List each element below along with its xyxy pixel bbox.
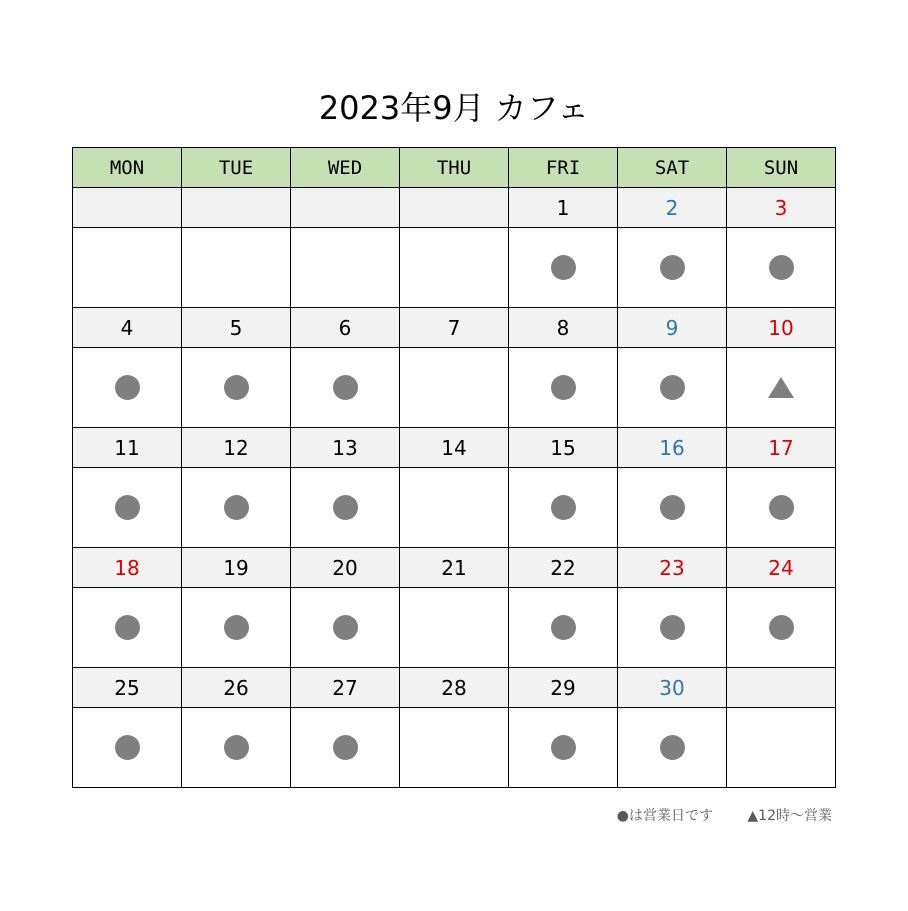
date-number: 1: [509, 188, 618, 228]
open-day-circle-icon: [551, 495, 576, 520]
status-cell: [291, 588, 400, 668]
open-day-circle-icon: [660, 255, 685, 280]
date-number: 27: [291, 668, 400, 708]
status-cell: [400, 708, 509, 788]
status-cell: [509, 588, 618, 668]
date-number-row: [73, 188, 836, 228]
date-number: 23: [618, 548, 727, 588]
date-number: 21: [400, 548, 509, 588]
open-day-circle-icon: [224, 735, 249, 760]
status-cell: [400, 588, 509, 668]
status-cell: [618, 468, 727, 548]
date-number: 12: [182, 428, 291, 468]
date-number: 25: [73, 668, 182, 708]
status-cell: [73, 348, 182, 428]
open-day-circle-icon: [333, 735, 358, 760]
open-day-circle-icon: [115, 375, 140, 400]
date-number: 4: [73, 308, 182, 348]
status-mark-row: [73, 588, 836, 668]
date-number: 9: [618, 308, 727, 348]
status-cell: [400, 228, 509, 308]
status-mark-row: [73, 228, 836, 308]
legend-from-noon: ▲12時～営業: [747, 808, 832, 824]
date-number: [291, 188, 400, 228]
open-day-circle-icon: [115, 735, 140, 760]
open-day-circle-icon: [224, 495, 249, 520]
status-cell: [727, 228, 836, 308]
status-cell: [509, 228, 618, 308]
date-number: 26: [182, 668, 291, 708]
date-number: 13: [291, 428, 400, 468]
date-number: 3: [727, 188, 836, 228]
date-number: 8: [509, 308, 618, 348]
date-number-row: [73, 308, 836, 348]
status-cell: [618, 588, 727, 668]
status-cell: [73, 468, 182, 548]
date-number: 6: [291, 308, 400, 348]
date-number: 30: [618, 668, 727, 708]
date-number-row: [73, 668, 836, 708]
date-number: 24: [727, 548, 836, 588]
open-day-circle-icon: [115, 615, 140, 640]
open-day-circle-icon: [769, 255, 794, 280]
date-number: 10: [727, 308, 836, 348]
open-day-circle-icon: [224, 615, 249, 640]
status-mark-row: [73, 348, 836, 428]
status-cell: [291, 228, 400, 308]
date-number: 22: [509, 548, 618, 588]
weekday-header: MON: [73, 148, 182, 188]
open-day-circle-icon: [769, 495, 794, 520]
status-cell: [73, 228, 182, 308]
open-day-circle-icon: [551, 615, 576, 640]
date-number: [400, 188, 509, 228]
date-number: 15: [509, 428, 618, 468]
legend-open-day: ●は営業日です: [616, 808, 713, 824]
date-number: 19: [182, 548, 291, 588]
open-day-circle-icon: [333, 375, 358, 400]
date-number: 29: [509, 668, 618, 708]
open-day-circle-icon: [660, 735, 685, 760]
open-day-circle-icon: [551, 375, 576, 400]
open-day-circle-icon: [660, 615, 685, 640]
open-day-circle-icon: [333, 615, 358, 640]
status-cell: [182, 588, 291, 668]
date-number: 18: [73, 548, 182, 588]
open-day-circle-icon: [224, 375, 249, 400]
date-number: 20: [291, 548, 400, 588]
status-cell: [182, 468, 291, 548]
weekday-header: SAT: [618, 148, 727, 188]
status-mark-row: [73, 708, 836, 788]
open-day-circle-icon: [115, 495, 140, 520]
date-number: 5: [182, 308, 291, 348]
status-cell: [618, 228, 727, 308]
status-cell: [400, 348, 509, 428]
calendar-table: [72, 147, 836, 788]
open-from-noon-triangle-icon: [768, 377, 794, 398]
open-day-circle-icon: [551, 735, 576, 760]
status-cell: [73, 588, 182, 668]
page-title: 2023年9月 カフェ: [318, 89, 590, 127]
open-day-circle-icon: [769, 615, 794, 640]
status-cell: [618, 348, 727, 428]
weekday-header: SUN: [727, 148, 836, 188]
date-number: 17: [727, 428, 836, 468]
status-cell: [400, 468, 509, 548]
status-cell: [727, 468, 836, 548]
date-number: 14: [400, 428, 509, 468]
date-number: 2: [618, 188, 727, 228]
status-cell: [727, 348, 836, 428]
date-number: 7: [400, 308, 509, 348]
date-number: 16: [618, 428, 727, 468]
weekday-header: FRI: [509, 148, 618, 188]
date-number: [182, 188, 291, 228]
date-number: [727, 668, 836, 708]
status-cell: [182, 708, 291, 788]
open-day-circle-icon: [333, 495, 358, 520]
open-day-circle-icon: [660, 375, 685, 400]
status-cell: [73, 708, 182, 788]
weekday-header: WED: [291, 148, 400, 188]
date-number-row: [73, 548, 836, 588]
legend: [617, 805, 832, 825]
status-cell: [618, 708, 727, 788]
status-cell: [182, 348, 291, 428]
status-cell: [291, 348, 400, 428]
status-mark-row: [73, 468, 836, 548]
date-number: [73, 188, 182, 228]
date-number: 11: [73, 428, 182, 468]
status-cell: [727, 708, 836, 788]
status-cell: [182, 228, 291, 308]
weekday-header: THU: [400, 148, 509, 188]
status-cell: [291, 708, 400, 788]
weekday-header: TUE: [182, 148, 291, 188]
status-cell: [509, 708, 618, 788]
status-cell: [509, 468, 618, 548]
weekday-header-row: [73, 148, 836, 188]
status-cell: [727, 588, 836, 668]
date-number-row: [73, 428, 836, 468]
date-number: 28: [400, 668, 509, 708]
open-day-circle-icon: [660, 495, 685, 520]
status-cell: [291, 468, 400, 548]
open-day-circle-icon: [551, 255, 576, 280]
status-cell: [509, 348, 618, 428]
